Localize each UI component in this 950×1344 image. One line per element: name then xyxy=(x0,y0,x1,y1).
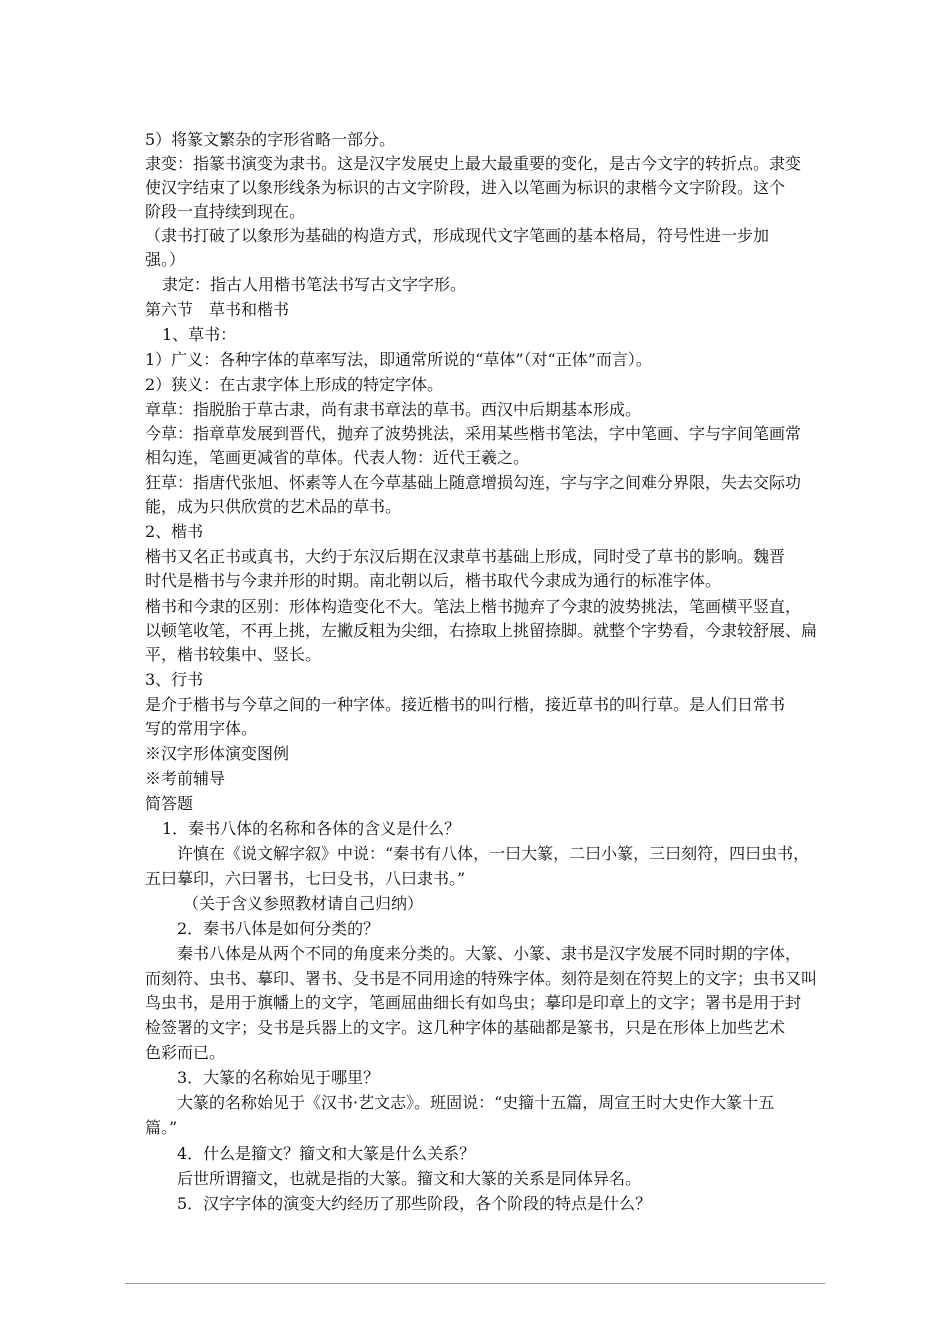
question-line: 2．秦书八体是如何分类的？ xyxy=(177,919,380,938)
text-line: 平，楷书较集中、竖长。 xyxy=(145,645,322,664)
text-line: 是介于楷书与今草之间的一种字体。接近楷书的叫行楷，接近草书的叫行草。是人们日常书 xyxy=(145,695,786,714)
answer-line: 鸟虫书，是用于旗幡上的文字，笔画屈曲细长有如鸟虫；摹印是印章上的文字；署书是用于封 xyxy=(145,993,802,1012)
text-line: 楷书又名正书或真书，大约于东汉后期在汉隶草书基础上形成，同时受了草书的影响。魏晋 xyxy=(145,547,786,566)
text-line: （隶书打破了以象形为基础的构造方式，形成现代文字笔画的基本格局，符号性进一步加 xyxy=(145,226,770,245)
text-line: 以顿笔收笔，不再上挑，左撇反粗为尖细，右捺取上挑留捺脚。就整个字势看，今隶较舒展、扁 xyxy=(145,621,818,640)
answer-line: （关于含义参照教材请自己归纳） xyxy=(183,894,424,913)
text-line: 狂草：指唐代张旭、怀素等人在今草基础上随意增损勾连，字与字之间难分界限，失去交际功 xyxy=(145,473,802,492)
text-line: 1）广义：各种字体的草率写法，即通常所说的“草体”（对“正体”而言）。 xyxy=(145,350,652,369)
text-line: 阶段一直持续到现在。 xyxy=(145,202,306,221)
text-line: 写的常用字体。 xyxy=(145,719,258,738)
text-line: 使汉字结束了以象形线条为标识的古文字阶段，进入以笔画为标识的隶楷今文字阶段。这个 xyxy=(145,178,786,197)
answer-line: 检签署的文字；殳书是兵器上的文字。这几种字体的基础都是篆书，只是在形体上加些艺术 xyxy=(145,1018,786,1037)
text-line: 强。） xyxy=(145,250,186,269)
text-line: 隶变：指篆书演变为隶书。这是汉字发展史上最大最重要的变化，是古今文字的转折点。隶变 xyxy=(145,154,802,173)
text-line: 能，成为只供欣赏的艺术品的草书。 xyxy=(145,497,402,516)
subsection-heading: 3、行书 xyxy=(145,670,204,689)
answer-line: 许慎在《说文解字叙》中说：“秦书有八体，一曰大篆，二曰小篆，三曰刻符，四曰虫书， xyxy=(177,844,810,863)
subsection-heading: 1、草书： xyxy=(162,325,237,344)
text-line: 简答题 xyxy=(145,794,194,813)
answer-line: 色彩而已。 xyxy=(145,1043,226,1062)
question-line: 3．大篆的名称始见于哪里？ xyxy=(177,1068,380,1087)
answer-line: 篇。” xyxy=(145,1118,178,1137)
text-line: 今草：指章草发展到晋代，抛弃了波势挑法，采用某些楷书笔法，字中笔画、字与字间笔画常 xyxy=(145,424,802,443)
question-line: 4．什么是籀文？籀文和大篆是什么关系？ xyxy=(177,1144,476,1163)
text-line: 5）将篆文繁杂的字形省略一部分。 xyxy=(145,130,396,149)
question-line: 1．秦书八体的名称和各体的含义是什么？ xyxy=(162,819,461,838)
text-line: 时代是楷书与今隶并形的时期。南北朝以后，楷书取代今隶成为通行的标准字体。 xyxy=(145,571,722,590)
footer-divider xyxy=(125,1283,825,1284)
text-line: ※汉字形体演变图例 xyxy=(145,744,290,763)
question-line: 5．汉字字体的演变大约经历了那些阶段，各个阶段的特点是什么？ xyxy=(177,1194,652,1213)
answer-line: 后世所谓籀文，也就是指的大篆。籀文和大篆的关系是同体异名。 xyxy=(177,1169,642,1188)
answer-line: 而刻符、虫书、摹印、署书、殳书是不同用途的特殊字体。刻符是刻在符契上的文字；虫书又叫 xyxy=(145,969,818,988)
answer-line: 大篆的名称始见于《汉书·艺文志》。班固说：“史籀十五篇，周宣王时大史作大篆十五 xyxy=(177,1093,775,1112)
answer-line: 秦书八体是从两个不同的角度来分类的。大篆、小篆、隶书是汉字发展不同时期的字体， xyxy=(177,944,802,963)
text-line: 隶定：指古人用楷书笔法书写古文字字形。 xyxy=(162,275,467,294)
subsection-heading: 2、楷书 xyxy=(145,522,204,541)
answer-line: 五曰摹印，六曰署书，七曰殳书，八曰隶书。” xyxy=(145,869,466,888)
text-line: 相勾连，笔画更减省的草体。代表人物：近代王羲之。 xyxy=(145,448,530,467)
text-line: 章草：指脱胎于草古隶，尚有隶书章法的草书。西汉中后期基本形成。 xyxy=(145,400,642,419)
text-line: 楷书和今隶的区别：形体构造变化不大。笔法上楷书抛弃了今隶的波势挑法，笔画横平竖直， xyxy=(145,597,802,616)
section-heading: 第六节 草书和楷书 xyxy=(145,300,290,319)
text-line: ※考前辅导 xyxy=(145,769,226,788)
text-line: 2）狭义：在古隶字体上形成的特定字体。 xyxy=(145,375,444,394)
